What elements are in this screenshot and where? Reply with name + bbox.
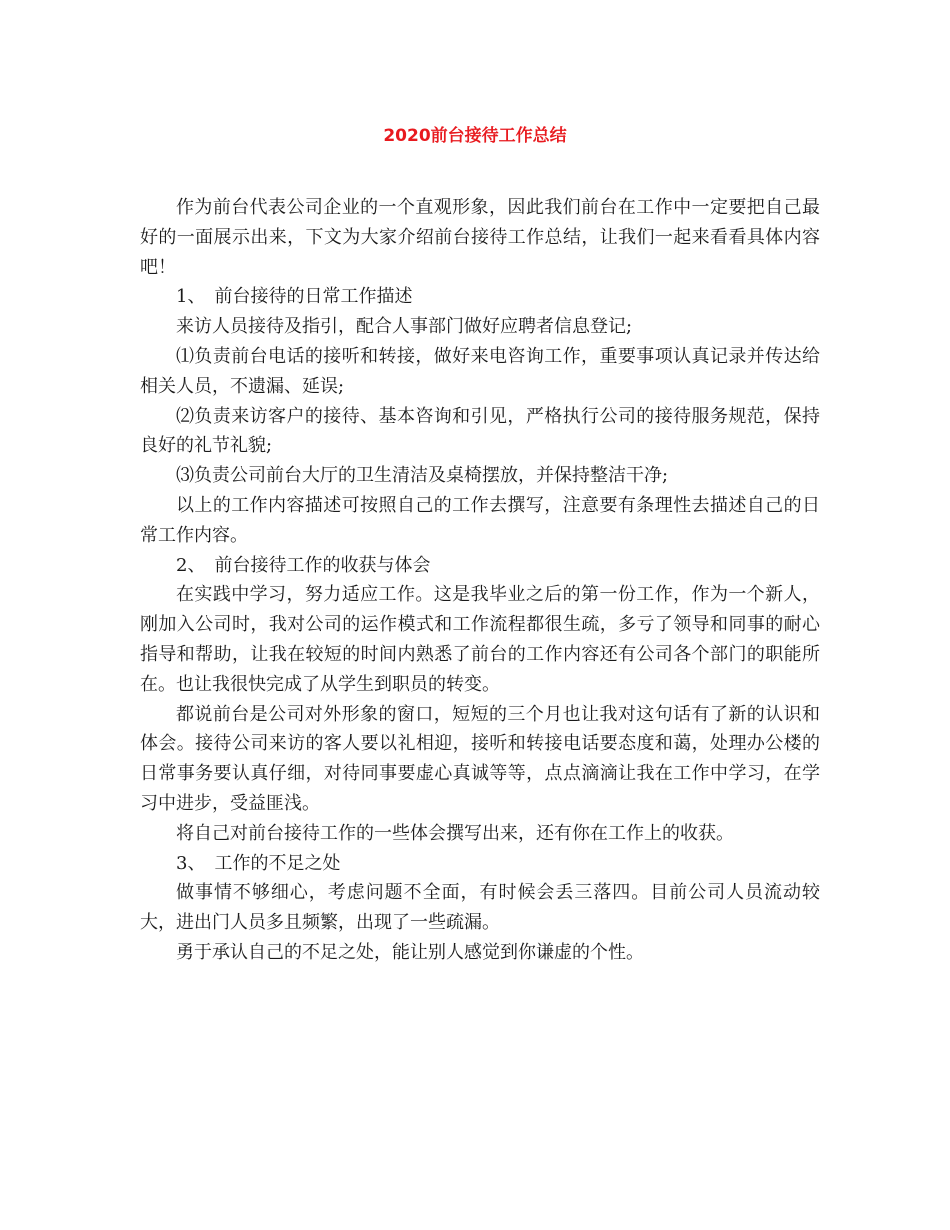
list-item-1: ⑴负责前台电话的接听和转接，做好来电咨询工作，重要事项认真记录并传达给相关人员，不遗漏、延误; xyxy=(140,345,820,397)
body-paragraph: 都说前台是公司对外形象的窗口，短短的三个月也让我对这句话有了新的认识和体会。接待公司来访的客人要以礼相迎，接听和转接电话要态度和蔼，处理办公楼的日常事务要认真仔细，对待同事要虚心真诚等等，点点滴滴让我在工作中学习，在学习中进步，受益匪浅。 xyxy=(140,703,820,814)
section-heading-2: 2、 前台接待工作的收获与体会 xyxy=(176,554,431,576)
list-item-2: ⑵负责来访客户的接待、基本咨询和引见，严格执行公司的接待服务规范，保持良好的礼节礼貌; xyxy=(140,405,820,457)
body-paragraph: 来访人员接待及指引，配合人事部门做好应聘者信息登记; xyxy=(176,316,633,338)
section-heading-3: 3、 工作的不足之处 xyxy=(176,852,341,874)
body-paragraph: 将自己对前台接待工作的一些体会撰写出来，还有你在工作上的收获。 xyxy=(176,822,734,844)
body-paragraph: 以上的工作内容描述可按照自己的工作去撰写，注意要有条理性去描述自己的日常工作内容。 xyxy=(140,494,820,546)
intro-paragraph: 作为前台代表公司企业的一个直观形象，因此我们前台在工作中一定要把自己最好的一面展示出来，下文为大家介绍前台接待工作总结，让我们一起来看看具体内容吧！ xyxy=(140,197,820,278)
document-title: 2020前台接待工作总结 xyxy=(383,126,567,146)
document-body xyxy=(140,193,820,968)
list-item-3: ⑶负责公司前台大厅的卫生清洁及桌椅摆放，并保持整洁干净; xyxy=(176,465,669,487)
section-heading-1: 1、 前台接待的日常工作描述 xyxy=(176,286,413,308)
body-paragraph: 勇于承认自己的不足之处，能让别人感觉到你谦虚的个性。 xyxy=(176,941,644,963)
body-paragraph: 在实践中学习，努力适应工作。这是我毕业之后的第一份工作，作为一个新人，刚加入公司时，我对公司的运作模式和工作流程都很生疏，多亏了领导和同事的耐心指导和帮助，让我在较短的时间内熟悉了前台的工作内容还有公司各个部门的职能所在。也让我很快完成了从学生到职员的转变。 xyxy=(140,584,820,695)
body-paragraph: 做事情不够细心，考虑问题不全面，有时候会丢三落四。目前公司人员流动较大，进出门人员多且频繁，出现了一些疏漏。 xyxy=(140,882,820,934)
